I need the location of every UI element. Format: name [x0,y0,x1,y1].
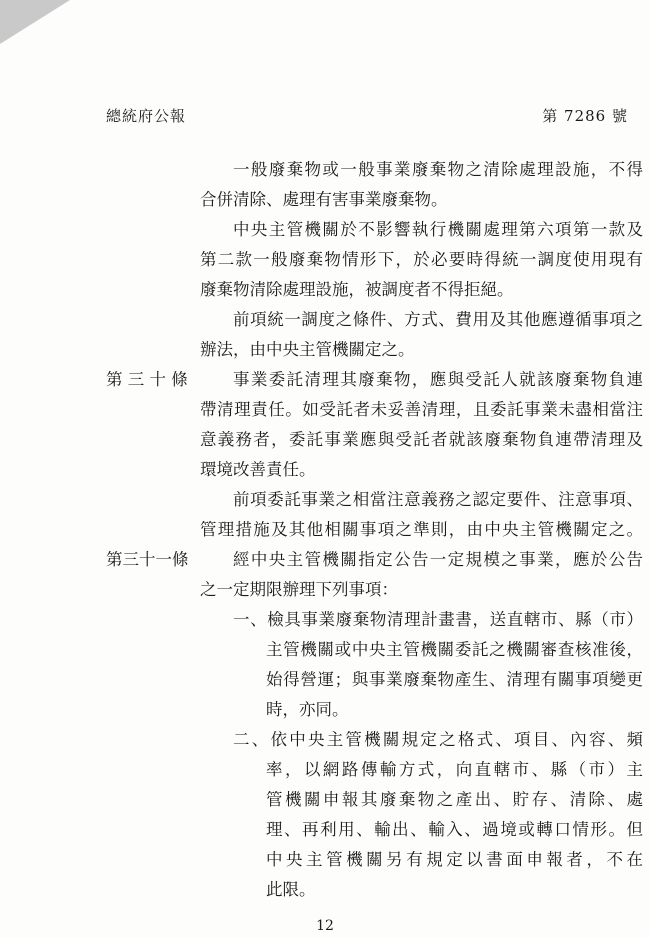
list-item-line: 時，亦同。 [266,700,349,719]
list-item-line: 中央主管機關另有規定以書面申報者，不在 [266,850,643,869]
article-31-number: 第三十一條 [106,550,189,569]
article-31-line: 經中央主管機關指定公告一定規模之事業，應於公告 [233,550,643,569]
article-30-line: 管理措施及其他相關事項之準則，由中央主管機關定之。 [200,520,643,539]
article-30-line: 事業委託清理其廢棄物，應與受託人就該廢棄物負連 [233,370,643,389]
page-corner-fold [0,0,70,44]
article-31-line: 之一定期限辦理下列事項： [200,580,398,599]
article-30-line: 意義務者，委託事業應與受託者就該廢棄物負連帶清理及 [200,430,643,449]
list-item-line: 管機關申報其廢棄物之產出、貯存、清除、處 [266,790,643,809]
paragraph-line: 一般廢棄物或一般事業廢棄物之清除處理設施，不得 [233,160,643,179]
article-30-line: 帶清理責任。如受託者未妥善清理，且委託事業未盡相當注 [200,400,643,419]
paragraph-line: 廢棄物清除處理設施，被調度者不得拒絕。 [200,280,514,299]
issue-number: 第 7286 號 [542,107,628,125]
list-item-line: 理、再利用、輸出、輸入、過境或轉口情形。但 [266,820,643,839]
page-number: 12 [316,918,334,934]
list-item-line: 始得營運；與事業廢棄物產生、清理有關事項變更 [266,670,643,689]
paragraph-line: 合併清除、處理有害事業廢棄物。 [200,190,448,209]
paragraph-line: 中央主管機關於不影響執行機關處理第六項第一款及 [233,220,643,239]
list-item-line: 二、依中央主管機關規定之格式、項目、內容、頻 [233,730,643,749]
publication-title: 總統府公報 [106,107,187,125]
list-item-line: 此限。 [266,880,316,899]
list-item-line: 主管機關或中央主管機關委託之機關審查核准後， [266,640,643,659]
list-item-line: 率，以網路傳輸方式，向直轄市、縣（市）主 [266,760,643,779]
paragraph-line: 前項統一調度之條件、方式、費用及其他應遵循事項之 [233,310,643,329]
article-30-number: 第 三 十 條 [106,370,188,389]
paragraph-line: 第二款一般廢棄物情形下，於必要時得統一調度使用現有 [200,250,643,269]
article-30-line: 前項委託事業之相當注意義務之認定要件、注意事項、 [233,490,643,509]
paragraph-line: 辦法，由中央主管機關定之。 [200,340,415,359]
list-item-line: 一、檢具事業廢棄物清理計畫書，送直轄市、縣（市） [233,610,643,629]
article-30-line: 環境改善責任。 [200,460,316,479]
